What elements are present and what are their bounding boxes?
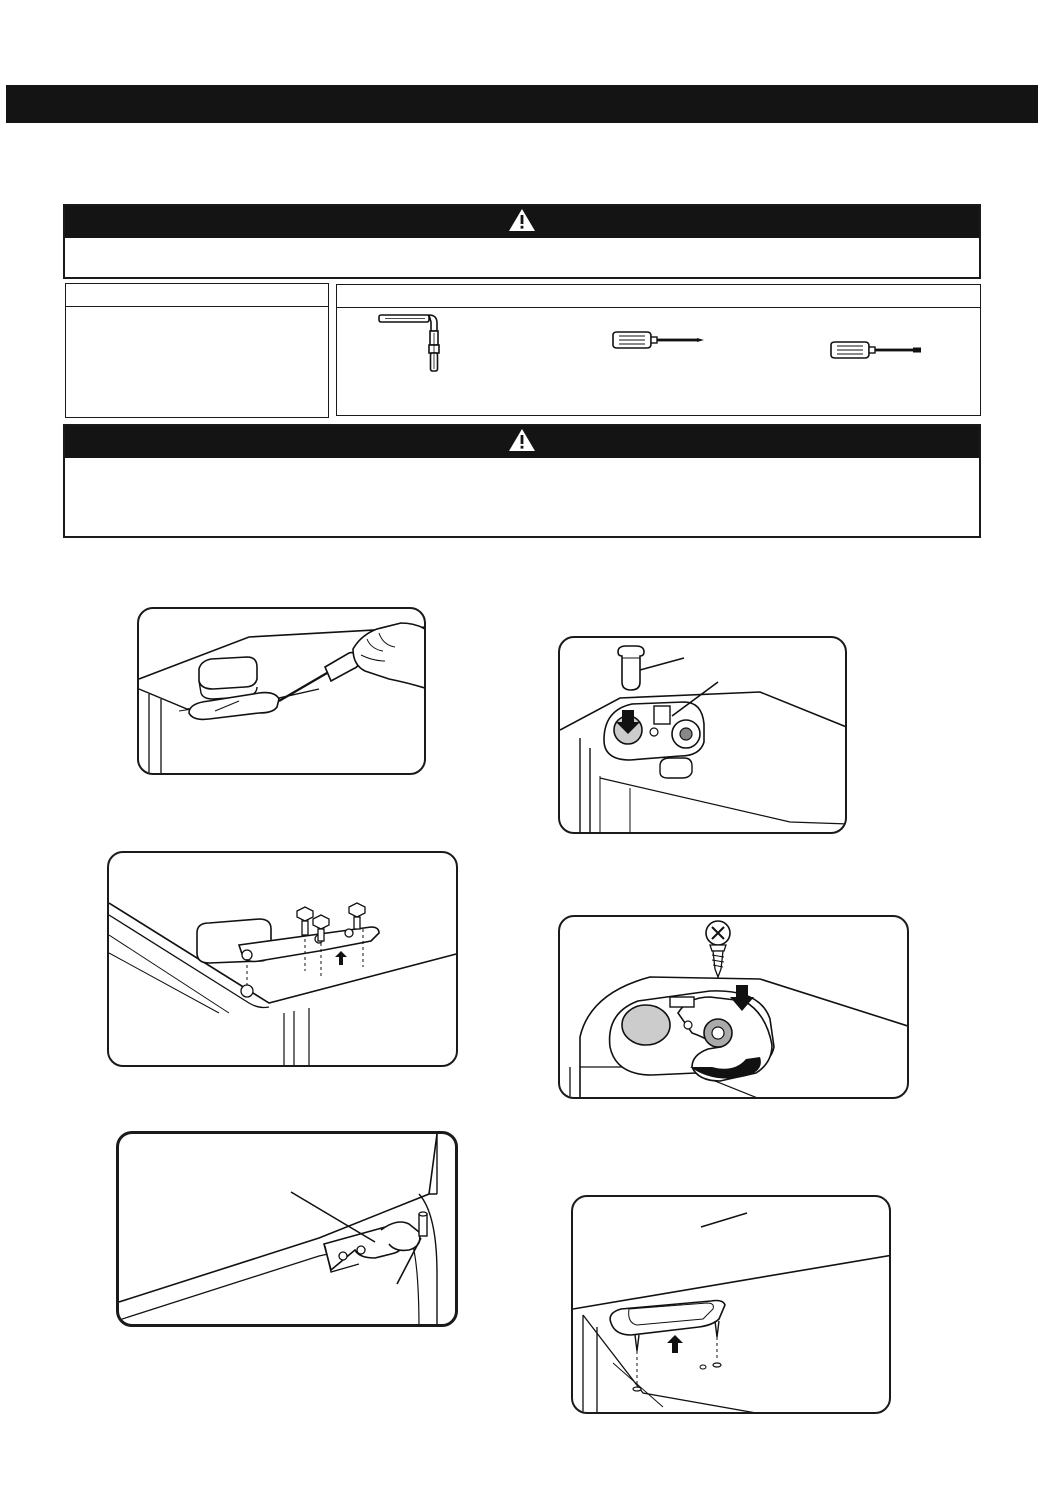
parts-panel xyxy=(65,283,329,418)
figure-install-screw xyxy=(558,915,909,1099)
warning-box-bottom xyxy=(63,424,981,538)
warning-triangle-icon xyxy=(508,208,536,237)
figure-lower-hinge-pin xyxy=(116,1131,458,1327)
flat-screwdriver-icon xyxy=(829,339,925,361)
figure-install-cover xyxy=(571,1195,891,1414)
cover-install-icon xyxy=(573,1197,891,1414)
hinge-bolts-icon xyxy=(109,853,458,1067)
warning-header xyxy=(65,206,979,238)
figure-remove-hinge-bolts xyxy=(107,851,458,1067)
tools-panel xyxy=(336,284,981,416)
hex-socket-wrench-icon xyxy=(375,311,449,377)
figure-remove-hinge-cover xyxy=(137,607,426,775)
phillips-screwdriver-icon xyxy=(611,329,707,351)
warning-triangle-icon xyxy=(508,428,536,457)
header-bar xyxy=(6,85,1038,123)
tools-panel-header xyxy=(337,285,980,308)
warning-box-top xyxy=(63,204,981,279)
lower-hinge-icon xyxy=(119,1134,458,1327)
warning-header xyxy=(65,426,979,458)
cap-insert-icon xyxy=(560,638,847,834)
figure-insert-cap xyxy=(558,636,847,834)
screw-install-icon xyxy=(560,917,909,1099)
screwdriver-removing-cover-icon xyxy=(139,609,426,775)
parts-panel-header xyxy=(66,284,328,307)
